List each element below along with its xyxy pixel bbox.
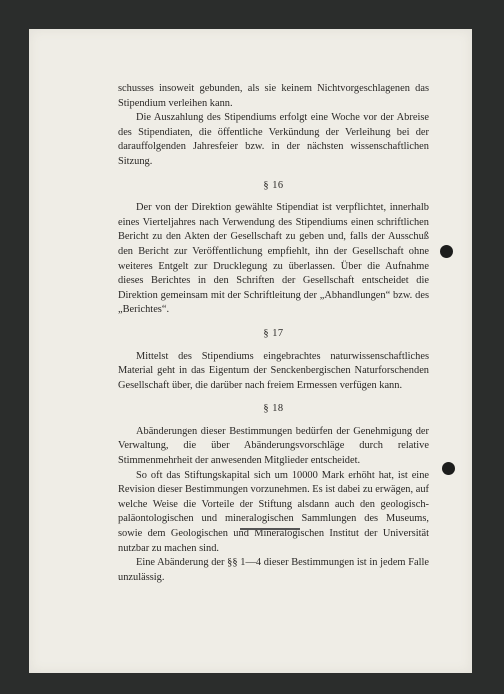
punch-hole-lower [442, 462, 455, 475]
document-body [118, 82, 429, 585]
section-18-text-3: Eine Abänderung der §§ 1—4 dieser Bestimmungen ist in jedem Falle unzulässig. [118, 557, 429, 583]
section-16-text: Der von der Direktion gewählte Stipendiat ist verpflichtet, innerhalb eines Vierteljahres nach Verwendung des Stipendiums einen schriftlichen Bericht zu den Akten der Gesellschaft zu geben und, falls der Ausschuß den Bericht zur Veröffentlichung empfiehlt, ihn der Gesellschaft ohne weiteres Entgelt zur Drucklegung zu überlassen. Über die Aufnahme dieses Berichtes in den Schriften der Gesellschaft entscheidet die Direktion gemeinsam mit der Schriftleitung der „Abhandlungen“ bzw. des „Berichtes“. [118, 202, 429, 316]
section-heading-17: § 17 [263, 327, 284, 339]
section-heading-18: § 18 [263, 403, 284, 415]
section-heading-16: § 16 [263, 179, 284, 191]
punch-hole-upper [440, 245, 453, 258]
section-18-text-2: So oft das Stiftungskapital sich um 10000 Mark erhöht hat, ist eine Revision dieser Bestimmungen vorzunehmen. Es ist dabei zu erwägen, auf welche Weise die Vorteile der Stiftung alsdann auch den geologisch-paläontologischen und mineralogischen Sammlungen des Museums, sowie dem Geologischen und Mineralogischen Institut der Universität nutzbar zu machen sind. [118, 469, 429, 554]
section-17-text: Mittelst des Stipendiums eingebrachtes naturwissenschaftliches Material geht in das Eigentum der Senckenbergischen Naturforschenden Gesellschaft über, die darüber nach freiem Ermessen verfügen kann. [118, 350, 429, 391]
paragraph-continued: schusses insoweit gebunden, als sie keinem Nichtvorgeschlagenen das Stipendium verleihen kann. [118, 83, 429, 109]
end-rule [240, 528, 300, 530]
paragraph-payout: Die Auszahlung des Stipendiums erfolgt eine Woche vor der Abreise des Stipendiaten, die öffentliche Verkündung der Verleihung bei der darauffolgenden Jahresfeier bzw. in der nächsten wissenschaftlichen Sitzung. [118, 112, 429, 167]
section-18-text-1: Abänderungen dieser Bestimmungen bedürfen der Genehmigung der Verwaltung, die über Abänderungsvorschläge durch relative Stimmenmehrheit der anwesenden Mitglieder entscheidet. [118, 425, 429, 467]
